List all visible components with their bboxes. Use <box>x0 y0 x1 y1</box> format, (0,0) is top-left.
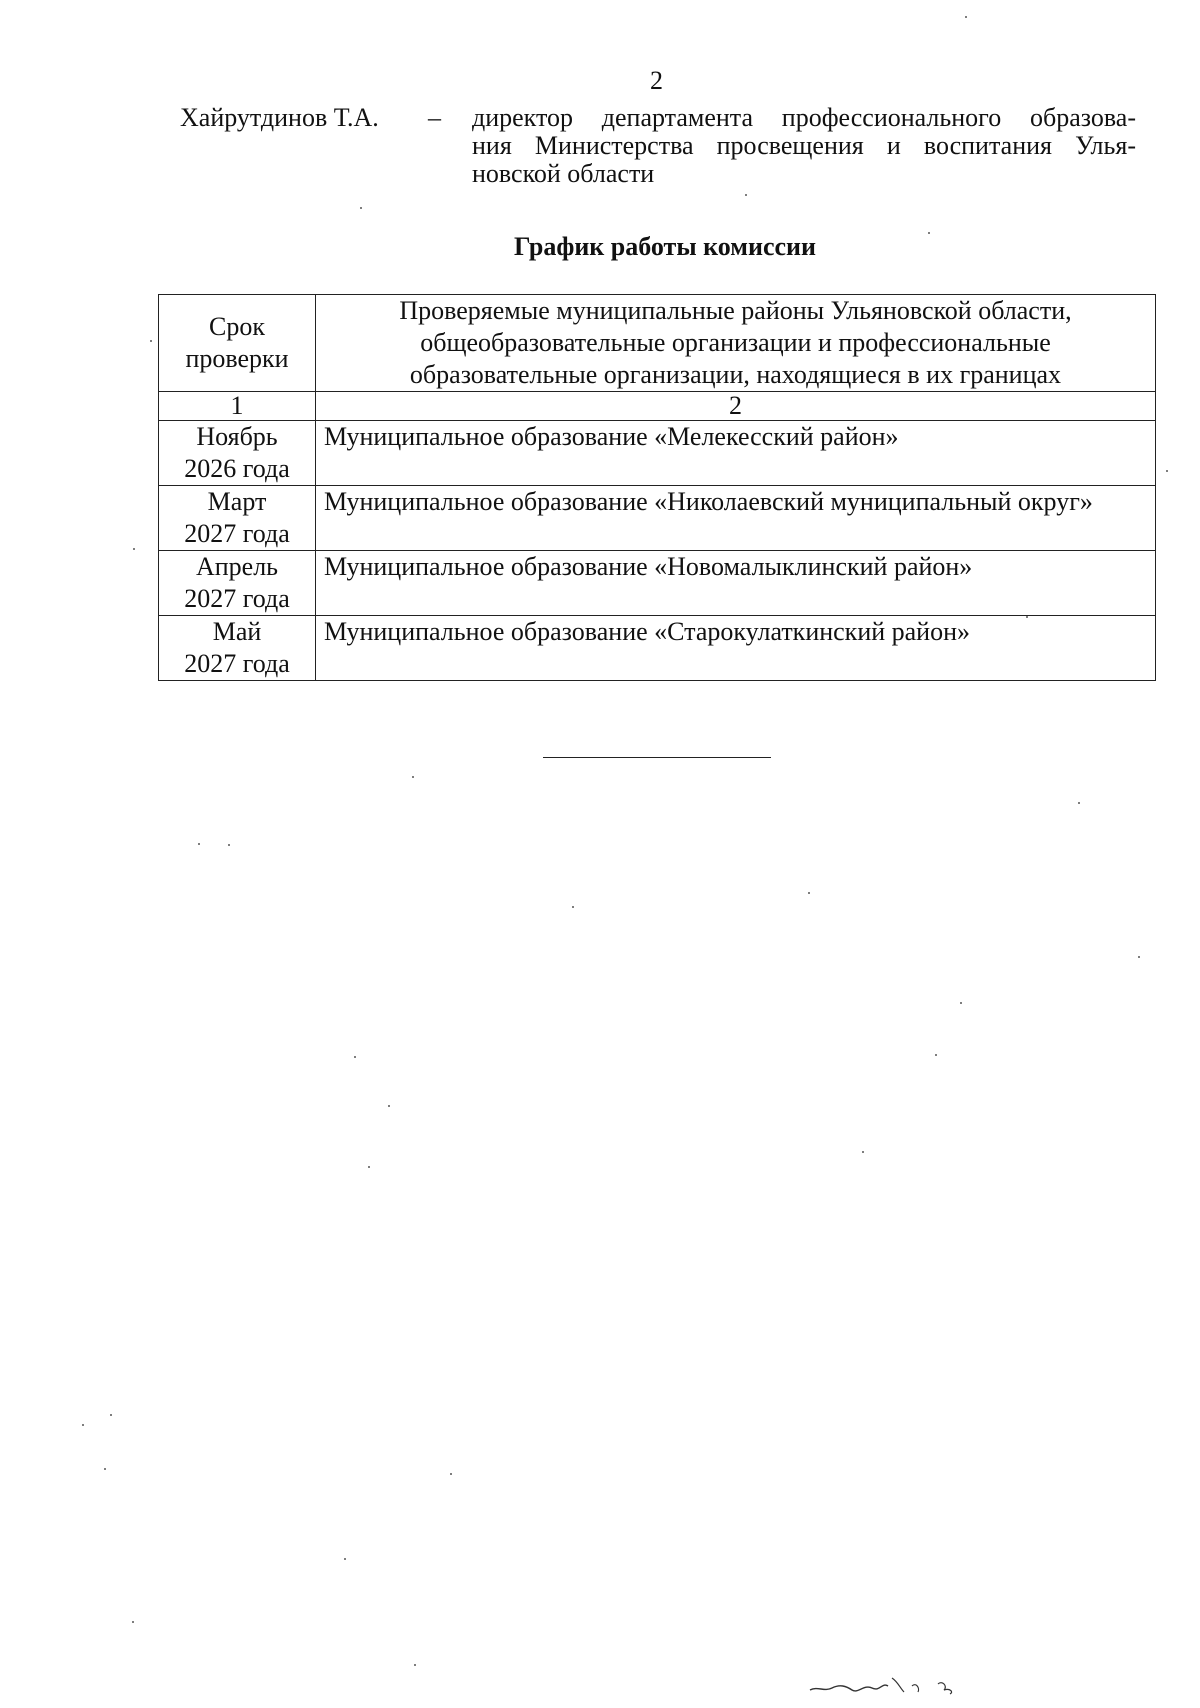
table-header-row <box>159 295 1156 392</box>
scan-speck <box>360 207 362 209</box>
scan-speck <box>928 232 930 234</box>
row-date <box>159 421 316 486</box>
scan-speck <box>354 1056 356 1058</box>
row-date <box>159 551 316 616</box>
scan-speck <box>110 1414 112 1416</box>
schedule-table <box>158 294 1156 681</box>
member-role-line: новской области <box>472 159 655 188</box>
row-district: Муниципальное образование «Новомалыклинский район» <box>316 551 1156 616</box>
handwritten-mark <box>800 1668 970 1698</box>
scan-speck <box>1026 616 1028 618</box>
table-row <box>159 551 1156 616</box>
row-date <box>159 616 316 681</box>
scan-speck <box>450 1473 452 1475</box>
scan-speck <box>935 1054 937 1056</box>
column-number-1: 1 <box>159 392 316 421</box>
member-role <box>472 104 1136 188</box>
scan-speck <box>1138 956 1140 958</box>
scan-speck <box>862 1151 864 1153</box>
row-date-year: 2027 года <box>184 584 290 613</box>
scan-speck <box>412 776 414 778</box>
scan-speck <box>960 1002 962 1004</box>
member-name: Хайрутдинов Т.А. <box>180 103 379 132</box>
member-dash: – <box>428 103 441 132</box>
header-term-text: Срок проверки <box>185 312 289 373</box>
row-district: Муниципальное образование «Мелекесский район» <box>316 421 1156 486</box>
row-date-year: 2027 года <box>184 649 290 678</box>
row-date-year: 2026 года <box>184 454 290 483</box>
column-number-row <box>159 392 1156 421</box>
header-term <box>159 295 316 392</box>
scan-speck <box>150 340 152 342</box>
table-row <box>159 486 1156 551</box>
scan-speck <box>965 16 967 18</box>
scan-speck <box>572 906 574 908</box>
row-date-year: 2027 года <box>184 519 290 548</box>
scan-speck <box>104 1468 106 1470</box>
page-number: 2 <box>650 66 663 95</box>
member-role-line: директор департамента профессионального образова- <box>472 103 1136 132</box>
row-date-month: Март <box>207 487 267 516</box>
scan-speck <box>1078 802 1080 804</box>
scan-speck <box>745 194 747 196</box>
column-number-2: 2 <box>316 392 1156 421</box>
scan-speck <box>198 843 200 845</box>
header-districts-text: Проверяемые муниципальные районы Ульяновской области, общеобразовательные организации и профессиональные образовательные организации, находящиеся в их границах <box>399 296 1072 389</box>
table-row <box>159 421 1156 486</box>
scan-speck <box>132 1621 134 1623</box>
member-role-line: ния Министерства просвещения и воспитания Улья- <box>472 131 1136 160</box>
scan-speck <box>808 892 810 894</box>
row-date-month: Ноябрь <box>196 422 278 451</box>
header-districts <box>316 295 1156 392</box>
scan-speck <box>228 844 230 846</box>
row-district: Муниципальное образование «Старокулаткинский район» <box>316 616 1156 681</box>
scan-speck <box>133 548 135 550</box>
row-district: Муниципальное образование «Николаевский муниципальный округ» <box>316 486 1156 551</box>
scan-speck <box>388 1105 390 1107</box>
scan-speck <box>414 1664 416 1666</box>
closing-rule <box>543 757 771 758</box>
row-date-month: Апрель <box>195 552 279 581</box>
scan-speck <box>1166 470 1168 472</box>
scan-speck <box>368 1166 370 1168</box>
scan-speck <box>344 1558 346 1560</box>
row-date-month: Май <box>212 617 262 646</box>
table-row <box>159 616 1156 681</box>
row-date <box>159 486 316 551</box>
scan-speck <box>82 1424 84 1426</box>
schedule-title: График работы комиссии <box>513 232 817 261</box>
